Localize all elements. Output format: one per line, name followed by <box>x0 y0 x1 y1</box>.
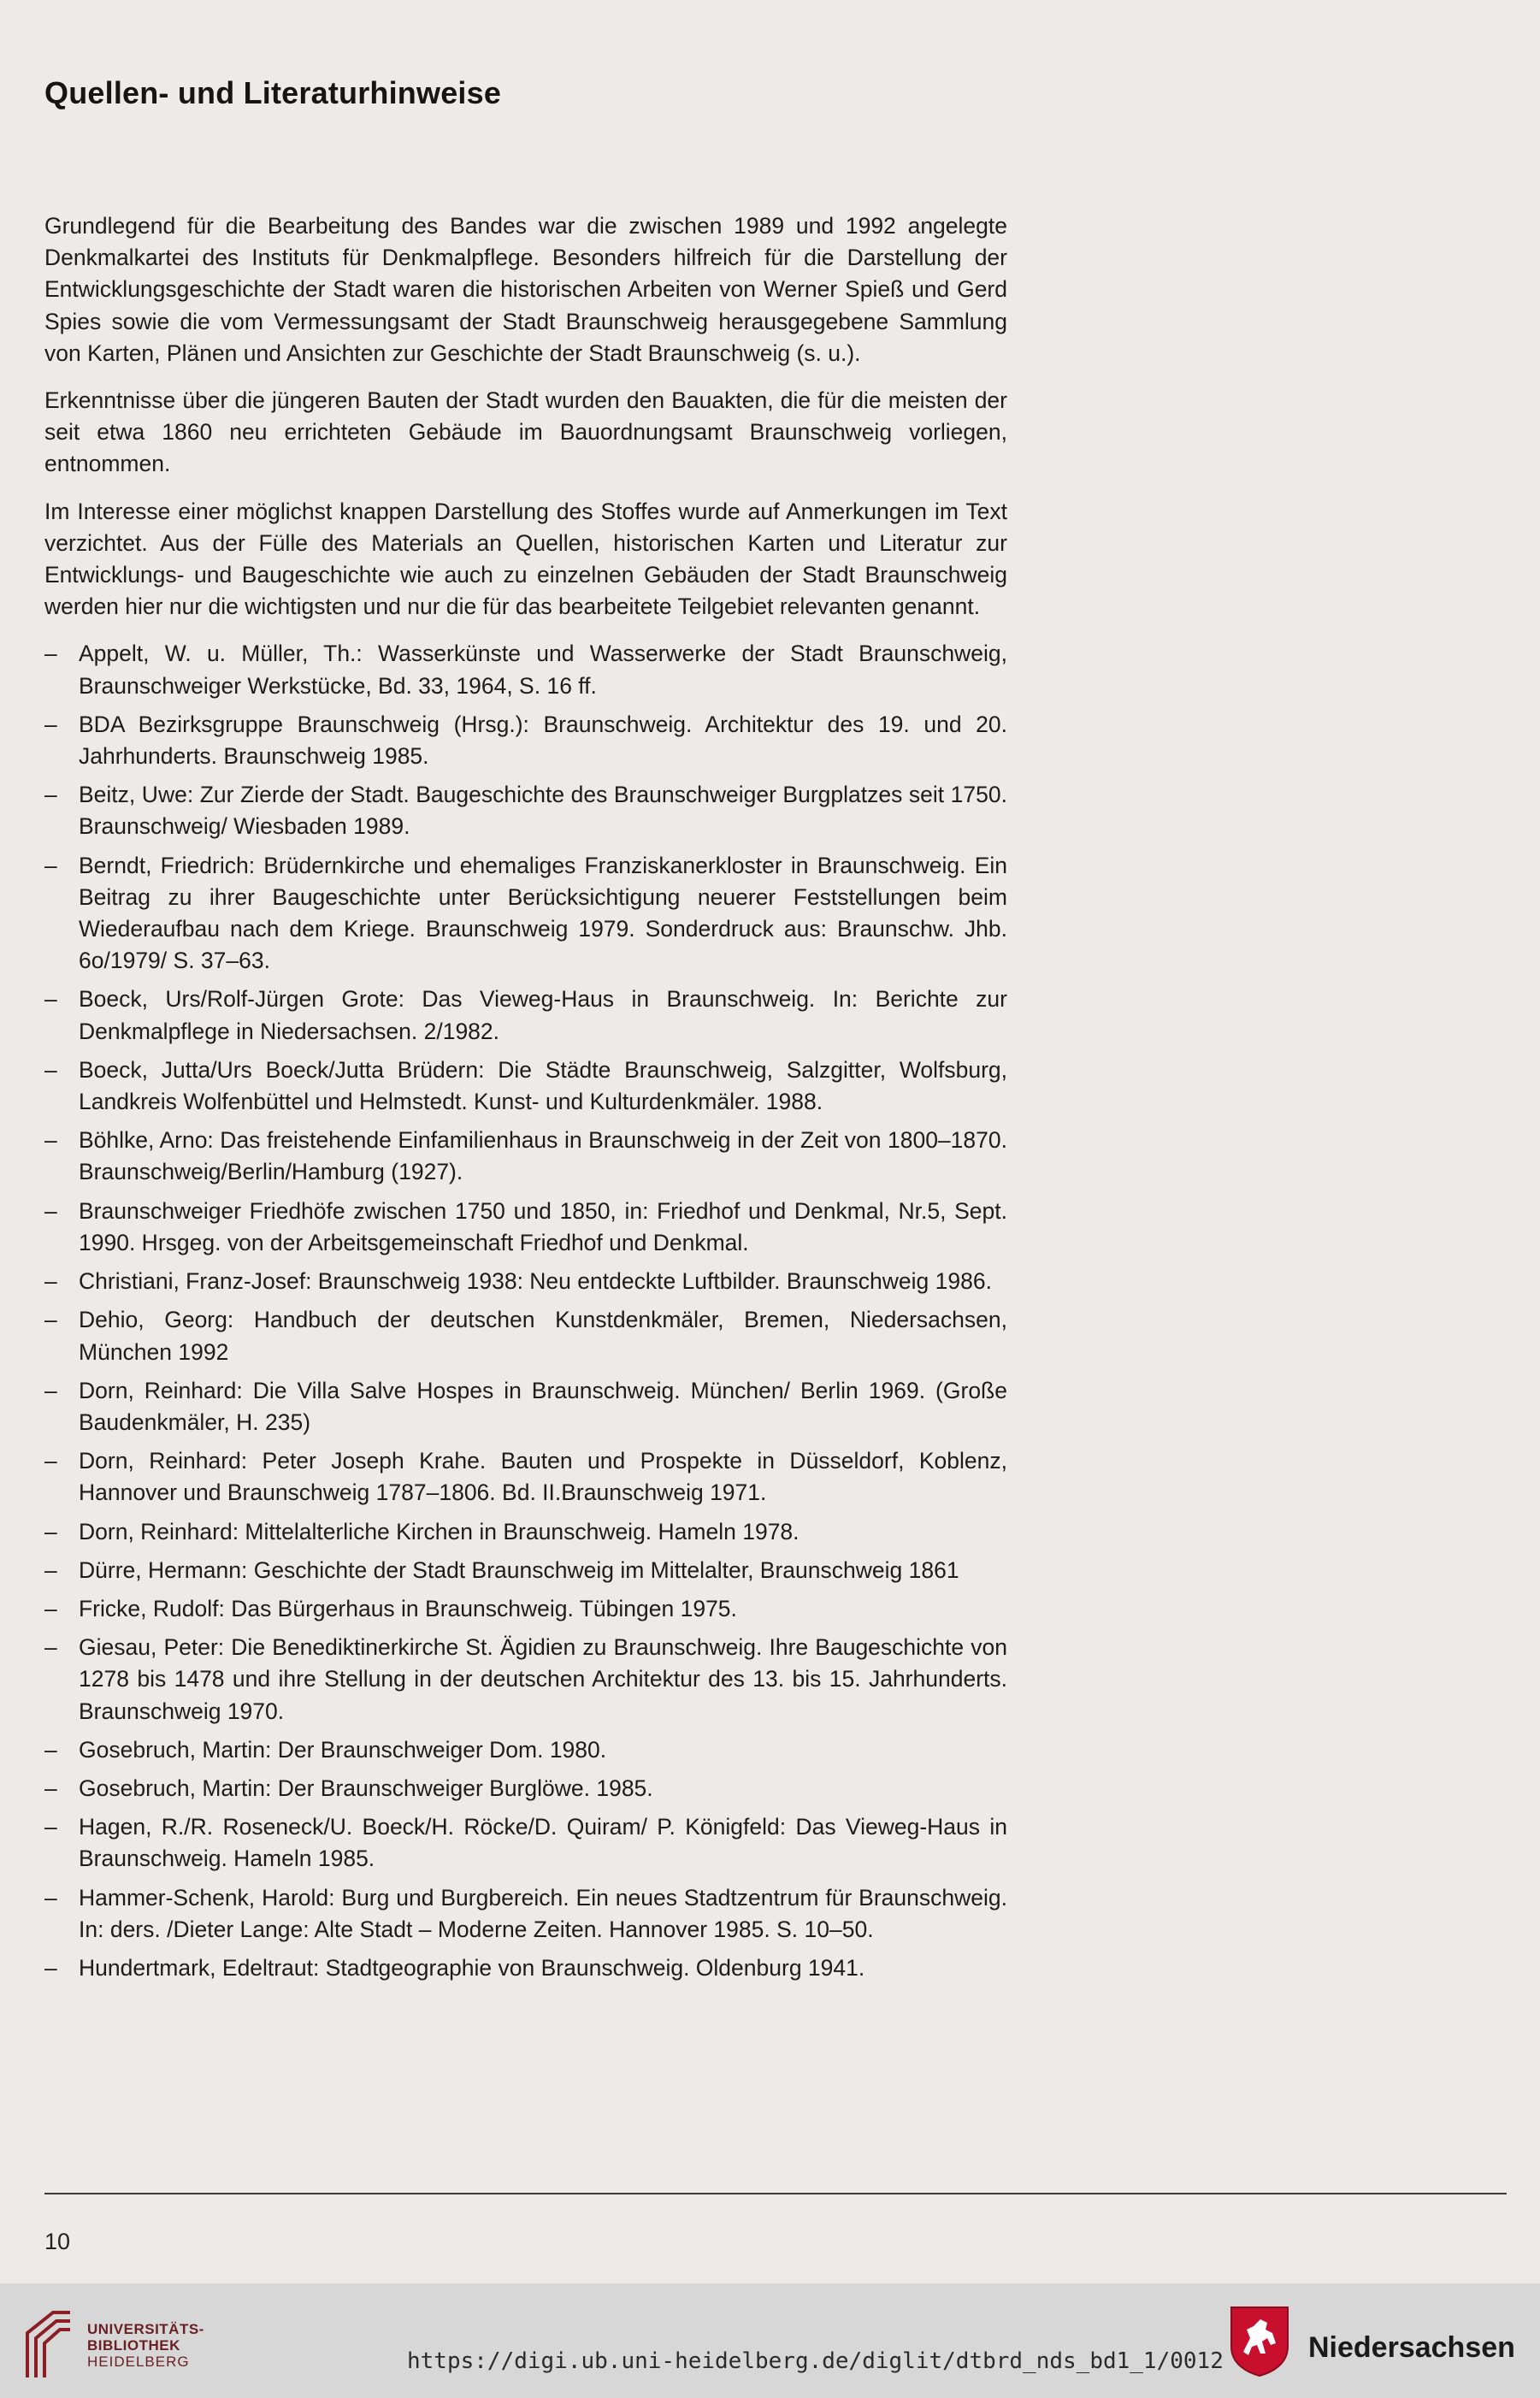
body-text <box>44 210 1007 1991</box>
list-dash: – <box>44 1197 57 1224</box>
reference-item <box>44 1516 1007 1548</box>
list-dash: – <box>44 1127 57 1154</box>
list-dash: – <box>44 1595 57 1621</box>
reference-item <box>44 1125 1007 1188</box>
list-dash: – <box>44 1556 57 1583</box>
list-dash: – <box>44 1634 57 1661</box>
reference-item <box>44 1445 1007 1509</box>
list-dash: – <box>44 1307 57 1333</box>
reference-item <box>44 1811 1007 1875</box>
reference-text: Böhlke, Arno: Das freistehende Einfamilienhaus in Braunschweig in der Zeit von 1800–1870. Braunschweig/Berlin/Hamburg (1927). <box>79 1127 1007 1185</box>
list-dash: – <box>44 1775 57 1801</box>
ub-heidelberg-logo-icon[interactable] <box>19 2307 75 2381</box>
reference-text: Gosebruch, Martin: Der Braunschweiger Burglöwe. 1985. <box>79 1775 653 1801</box>
reference-text: BDA Bezirksgruppe Braunschweig (Hrsg.): Braunschweig. Architektur des 19. und 20. Jahrhunderts. Braunschweig 1985. <box>79 711 1007 770</box>
reference-text: Giesau, Peter: Die Benediktinerkirche St. Ägidien zu Braunschweig. Ihre Baugeschichte von 1278 bis 1478 und ihre Stellung in der deutschen Architektur des 13. bis 15. Jahrhunderts. Braunschweig 1970. <box>79 1634 1007 1724</box>
reference-text: Gosebruch, Martin: Der Braunschweiger Dom. 1980. <box>79 1736 607 1763</box>
reference-item <box>44 1196 1007 1259</box>
reference-item <box>44 1555 1007 1586</box>
reference-item <box>44 1734 1007 1766</box>
list-dash: – <box>44 1377 57 1403</box>
reference-text: Hagen, R./R. Roseneck/U. Boeck/H. Röcke/D. Quiram/ P. Königfeld: Das Vieweg-Haus in Braunschweig. Hameln 1985. <box>79 1814 1007 1872</box>
reference-text: Dürre, Hermann: Geschichte der Stadt Braunschweig im Mittelalter, Braunschweig 1861 <box>79 1556 959 1583</box>
reference-text: Hundertmark, Edeltraut: Stadtgeographie von Braunschweig. Oldenburg 1941. <box>79 1954 865 1981</box>
reference-text: Hammer-Schenk, Harold: Burg und Burgbereich. Ein neues Stadtzentrum für Braunschweig. In: ders. /Dieter Lange: Alte Stadt – Moderne Zeiten. Hannover 1985. S. 10–50. <box>79 1884 1007 1942</box>
reference-text: Christiani, Franz-Josef: Braunschweig 1938: Neu entdeckte Luftbilder. Braunschweig 1986. <box>79 1268 992 1295</box>
list-dash: – <box>44 1268 57 1295</box>
reference-item <box>44 1593 1007 1625</box>
reference-text: Beitz, Uwe: Zur Zierde der Stadt. Baugeschichte des Braunschweiger Burgplatzes seit 1750. Braunschweig/ Wiesbaden 1989. <box>79 782 1007 840</box>
reference-text: Dehio, Georg: Handbuch der deutschen Kunstdenkmäler, Bremen, Niedersachsen, München 1992 <box>79 1307 1007 1365</box>
list-dash: – <box>44 1736 57 1763</box>
list-dash: – <box>44 782 57 808</box>
reference-item <box>44 983 1007 1047</box>
library-name[interactable] <box>87 2321 204 2370</box>
reference-text: Boeck, Urs/Rolf-Jürgen Grote: Das Vieweg-Haus in Braunschweig. In: Berichte zur Denkmalpflege in Niedersachsen. 2/1982. <box>79 986 1007 1044</box>
reference-text: Dorn, Reinhard: Peter Joseph Krahe. Bauten und Prospekte in Düsseldorf, Koblenz, Hannover und Braunschweig 1787–1806. Bd. II.Braunschweig 1971. <box>79 1448 1007 1506</box>
state-name[interactable]: Niedersachsen <box>1308 2331 1515 2364</box>
reference-text: Berndt, Friedrich: Brüdernkirche und ehemaliges Franziskanerkloster in Braunschweig. Ein Beitrag zu ihrer Baugeschichte unter Berücksichtigung neuerer Feststellungen beim Wiederaufbau nach dem Kriege. Braunschweig 1979. Sonderdruck aus: Braunschw. Jhb. 6o/1979/ S. 37–63. <box>79 852 1007 974</box>
reference-item <box>44 1882 1007 1946</box>
viewer-footer <box>0 2283 1540 2398</box>
paragraph-intro: Grundlegend für die Bearbeitung des Bandes war die zwischen 1989 und 1992 angelegte Denkmalkartei des Instituts für Denkmalpflege. Besonders hilfreich für die Darstellung der Entwicklungsgeschichte der Stadt waren die historischen Arbeiten von Werner Spieß und Gerd Spies sowie die vom Vermessungsamt der Stadt Braunschweig herausgegebene Sammlung von Karten, Plänen und Ansichten zur Geschichte der Stadt Braunschweig (s. u.). <box>44 213 1007 366</box>
reference-item <box>44 1054 1007 1118</box>
list-dash: – <box>44 1448 57 1474</box>
reference-item <box>44 779 1007 842</box>
reference-text: Fricke, Rudolf: Das Bürgerhaus in Braunschweig. Tübingen 1975. <box>79 1595 737 1621</box>
document-url[interactable]: https://digi.ub.uni-heidelberg.de/diglit/dtbrd_nds_bd1_1/0012 <box>407 2348 1224 2374</box>
reference-item <box>44 1304 1007 1367</box>
paragraph-bauakten: Erkenntnisse über die jüngeren Bauten der Stadt wurden den Bauakten, die für die meisten der seit etwa 1860 neu errichteten Gebäude im Bauordnungsamt Braunschweig vorliegen, entnommen. <box>44 387 1007 477</box>
reference-text: Appelt, W. u. Müller, Th.: Wasserkünste und Wasserwerke der Stadt Braunschweig, Braunschweiger Werkstücke, Bd. 33, 1964, S. 16 ff. <box>79 641 1007 699</box>
reference-text: Boeck, Jutta/Urs Boeck/Jutta Brüdern: Die Städte Braunschweig, Salzgitter, Wolfsburg, Landkreis Wolfenbüttel und Helmstedt. Kunst- und Kulturdenkmäler. 1988. <box>79 1056 1007 1115</box>
reference-item <box>44 1266 1007 1297</box>
paragraph-interesse: Im Interesse einer möglichst knappen Darstellung des Stoffes wurde auf Anmerkungen im Text verzichtet. Aus der Fülle des Materials an Quellen, historischen Karten und Literatur zur Entwicklungs- und Baugeschichte wie auch zu einzelnen Gebäuden der Stadt Braunschweig werden hier nur die wichtigsten und nur die für das bearbeitete Teilgebiet relevanten genannt. <box>44 498 1007 620</box>
reference-item <box>44 709 1007 772</box>
reference-item <box>44 850 1007 978</box>
page-number: 10 <box>44 2229 71 2254</box>
reference-item <box>44 638 1007 701</box>
reference-item <box>44 1375 1007 1438</box>
reference-list <box>44 638 1007 1984</box>
reference-item <box>44 1952 1007 1984</box>
list-dash: – <box>44 1884 57 1911</box>
reference-text: Dorn, Reinhard: Mittelalterliche Kirchen in Braunschweig. Hameln 1978. <box>79 1518 800 1545</box>
reference-item <box>44 1773 1007 1804</box>
list-dash: – <box>44 1814 57 1840</box>
footer-divider <box>44 2193 1507 2194</box>
list-dash: – <box>44 711 57 737</box>
list-dash: – <box>44 852 57 878</box>
reference-item <box>44 1632 1007 1728</box>
list-dash: – <box>44 641 57 667</box>
library-line-3: HEIDELBERG <box>87 2354 190 2370</box>
list-dash: – <box>44 1954 57 1981</box>
section-heading: Quellen- und Literaturhinweise <box>44 75 502 110</box>
list-dash: – <box>44 1056 57 1083</box>
niedersachsen-horse-icon[interactable] <box>1228 2304 1291 2377</box>
list-dash: – <box>44 1518 57 1545</box>
library-line-1: UNIVERSITÄTS- <box>87 2321 204 2337</box>
list-dash: – <box>44 986 57 1013</box>
reference-text: Braunschweiger Friedhöfe zwischen 1750 und 1850, in: Friedhof und Denkmal, Nr.5, Sept. 1990. Hrsgeg. von der Arbeitsgemeinschaft Friedhof und Denkmal. <box>79 1197 1007 1255</box>
reference-text: Dorn, Reinhard: Die Villa Salve Hospes in Braunschweig. München/ Berlin 1969. (Große Baudenkmäler, H. 235) <box>79 1377 1007 1435</box>
library-line-2: BIBLIOTHEK <box>87 2337 180 2354</box>
